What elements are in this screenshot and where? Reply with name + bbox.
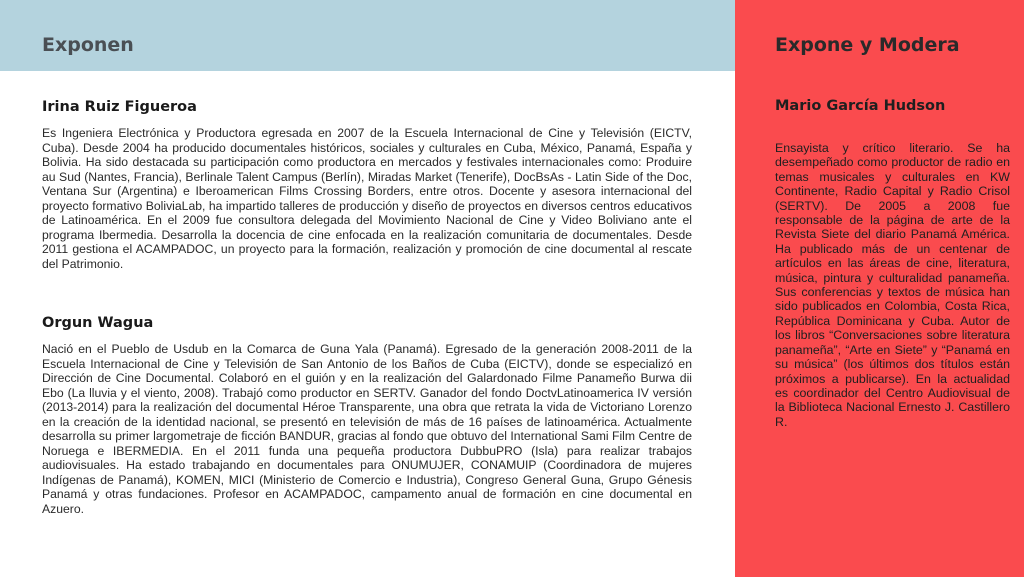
exponen-header-band: [0, 0, 735, 71]
moderator-heading: Expone y Modera: [775, 34, 960, 56]
speaker-bio-text: Nació en el Pueblo de Usdub en la Comarca de Guna Yala (Panamá). Egresado de la generación 2008-2011 de la Escuela Internacional de Cine y Televisión de San Antonio de los Baños de Cuba (EICTV), donde se especializó en Dirección de Cine Documental. Colaboró en el guión y en la realización del Galardonado Filme Panameño Burwa dii Ebo (La lluvia y el viento, 2008). Trabajó como productor en SERTV. Ganador del fondo DoctvLatinoamerica IV versión (2013-2014) para la realización del documental Héroe Transparente, una obra que retrata la vida de Victoriano Lorenzo en la creación de la identidad nacional, se presentó en televisión de más de 16 países de latinoamérica. Actualmente desarrolla su primer largometraje de ficción BANDUR, gracias al fondo que obtuvo del International Sami Film Centre de Noruega e IBERMEDIA. En el 2011 funda una pequeña productora DubbuPRO (Isla) para realizar trabajos audiovisuales. Ha estado trabajando en documentales para ONUMUJER, CONAMUIP (Coordinadora de mujeres Indígenas de Panamá), KOMEN, MICI (Ministerio de Comercio e Industria), Congreso General Guna, Grupo Génesis Panamá y otras fundaciones. Profesor en ACAMPADOC, campamento anual de formación en cine documental en Azuero.: [42, 342, 692, 516]
moderator-panel: [735, 0, 1024, 577]
exponen-heading: Exponen: [42, 34, 134, 56]
speaker-name: Orgun Wagua: [42, 315, 154, 331]
speaker-name: Irina Ruiz Figueroa: [42, 99, 197, 115]
speaker-bio-text: Es Ingeniera Electrónica y Productora egresada en 2007 de la Escuela Internacional de Cine y Televisión (EICTV, Cuba). Desde 2004 ha producido documentales históricos, sociales y culturales en Cuba, México, Panamá, España y Bolivia. Ha sido destacada su participación como productora en mercados y festivales internacionales como: Produire au Sud (Nantes, Francia), Berlinale Talent Campus (Berlín), Miradas Market (Tenerife), DocBsAs - Latin Side of the Doc, Ventana Sur (Argentina) e Iberoamerican Films Crossing Borders, entre otros. Docente y asesora internacional del proyecto formativo BoliviaLab, ha impartido talleres de producción y diseño de proyectos en diversos centros educativos de Latinoamérica. En el 2009 fue consultora delegada del Movimiento Nacional de Cine y Video Boliviano ante el programa Ibermedia. Desarrolla la docencia de cine enfocada en la realización comunitaria de documentales. Desde 2011 gestiona el ACAMPADOC, un proyecto para la formación, realización y promoción de cine documental al rescate del Patrimonio.: [42, 126, 692, 271]
moderator-name: Mario García Hudson: [775, 98, 946, 114]
moderator-bio-text: Ensayista y crítico literario. Se ha desempeñado como productor de radio en temas musicales y culturales en KW Continente, Radio Capital y Radio Crisol (SERTV). De 2005 a 2008 fue responsable de la página de arte de la Revista Siete del diario Panamá América. Ha publicado más de un centenar de artículos en las áreas de cine, literatura, música, pintura y culturalidad panameña. Sus conferencias y textos de música han sido publicados en Colombia, Costa Rica, República Dominicana y Cuba. Autor de los libros “Conversaciones sobre literatura panameña”, “Arte en Siete” y “Panamá en su música” (los últimos dos títulos están próximos a publicarse). En la actualidad es coordinador del Centro Audiovisual de la Biblioteca Nacional Ernesto J. Castillero R.: [775, 141, 1010, 429]
